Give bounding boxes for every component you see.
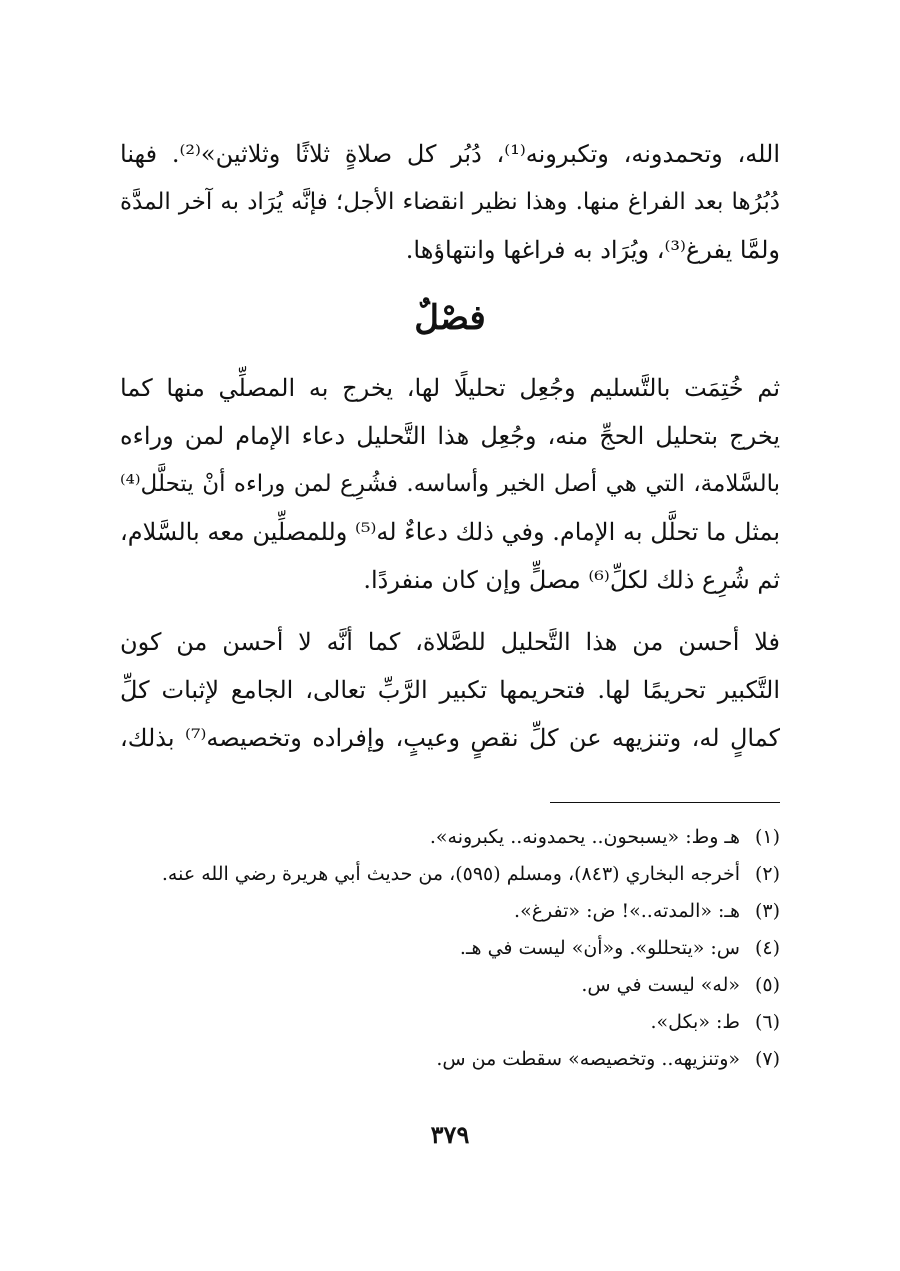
- footnote-divider: [550, 802, 780, 803]
- text-line: ثم شُرِع ذلك لكلِّ⁽⁶⁾ مصلٍّ وإن كان منفردًا.: [363, 566, 780, 594]
- text-line: التَّكبير تحريمًا لها. فتحريمها تكبير الرَّبِّ تعالى، الجامع لإثبات كلِّ: [120, 676, 780, 704]
- text-line: الله، وتحمدونه، وتكبرونه⁽¹⁾، دُبُر كل صلاةٍ ثلاثًا وثلاثين»⁽²⁾. فهنا: [120, 140, 780, 168]
- paragraph-2: [120, 364, 780, 604]
- page-number: ٣٧٩: [430, 1120, 470, 1149]
- footnote-text: هـ: «المدته..»! ض: «تفرغ».: [514, 900, 740, 922]
- footnote-text: «وتنزيهه.. وتخصيصه» سقطت من س.: [436, 1048, 740, 1070]
- text-line: بالسَّلامة، التي هي أصل الخير وأساسه. فشُرِع لمن وراءه أنْ يتحلَّل⁽⁴⁾: [120, 471, 780, 497]
- footnote: [120, 1004, 780, 1041]
- footnote-text: هـ وط: «يسبحون.. يحمدونه.. يكبرونه».: [429, 826, 740, 848]
- page-body: [120, 130, 780, 1078]
- footnote-number: (٤): [754, 937, 780, 959]
- paragraph-gap: [120, 604, 780, 618]
- text-line: فلا أحسن من هذا التَّحليل للصَّلاة، كما أنَّه لا أحسن من كون: [120, 628, 780, 656]
- paragraph-1: [120, 130, 780, 274]
- footnote: [120, 967, 780, 1004]
- footnote: [120, 930, 780, 967]
- text-line: دُبُرُها بعد الفراغ منها. وهذا نظير انقضاء الأجل؛ فإنَّه يُرَاد به آخر المدَّة: [120, 189, 780, 215]
- footnote-number: (٣): [754, 900, 780, 922]
- footnote: [120, 1041, 780, 1078]
- footnote-text: «له» ليست في س.: [581, 974, 740, 996]
- section-heading: فصْلٌ: [414, 298, 486, 338]
- footnote-text: أخرجه البخاري (٨٤٣)، ومسلم (٥٩٥)، من حديث أبي هريرة رضي الله عنه.: [161, 863, 740, 885]
- text-line: ولمَّا يفرغ⁽³⁾، ويُرَاد به فراغها وانتهاؤها.: [405, 236, 780, 264]
- footnote-number: (٥): [754, 974, 780, 996]
- footnote-number: (٧): [754, 1048, 780, 1070]
- footnote-text: س: «يتحللو». و«أن» ليست في هـ.: [459, 937, 740, 959]
- footnote: [120, 893, 780, 930]
- footnote-number: (١): [754, 826, 780, 848]
- footnote: [120, 819, 780, 856]
- footnote: [120, 856, 780, 893]
- footnote-text: ط: «بكل».: [650, 1011, 740, 1033]
- footnote-number: (٢): [754, 863, 780, 885]
- text-line: كمالٍ له، وتنزيهه عن كلِّ نقصٍ وعيبٍ، وإفراده وتخصيصه⁽⁷⁾ بذلك،: [120, 724, 780, 752]
- text-line: يخرج بتحليل الحجِّ منه، وجُعِل هذا التَّحليل دعاء الإمام لمن وراءه: [120, 422, 780, 450]
- text-line: بمثل ما تحلَّل به الإمام. وفي ذلك دعاءٌ له⁽⁵⁾ وللمصلِّين معه بالسَّلام،: [120, 518, 780, 546]
- paragraph-3: [120, 618, 780, 762]
- footnotes: [120, 819, 780, 1078]
- footnote-number: (٦): [754, 1011, 780, 1033]
- text-line: ثم خُتِمَت بالتَّسليم وجُعِل تحليلًا لها، يخرج به المصلِّي منها كما: [120, 374, 780, 402]
